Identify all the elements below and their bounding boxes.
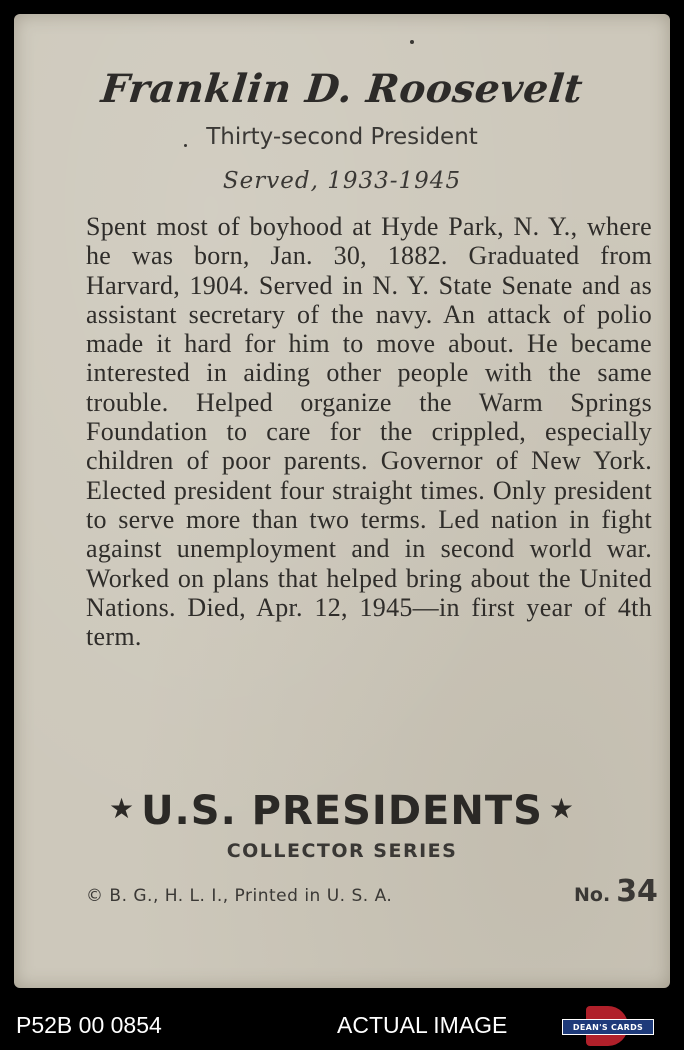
trading-card-back xyxy=(14,14,670,988)
actual-image-label: ACTUAL IMAGE xyxy=(337,1012,508,1038)
president-name: Franklin D. Roosevelt xyxy=(98,66,586,112)
series-title-text: U.S. PRESIDENTS xyxy=(141,788,543,834)
card-number-label: No. xyxy=(574,884,611,906)
series-subtitle: COLLECTOR SERIES xyxy=(226,840,458,862)
term-served: Served, 1933-1945 xyxy=(222,168,462,194)
logo-banner-text: DEAN'S CARDS xyxy=(562,1019,654,1035)
image-footer-bar xyxy=(0,1002,684,1050)
biography-text: Spent most of boyhood at Hyde Park, N. Y., where he was born, Jan. 30, 1882. Graduated from Harvard, 1904. Served in N. Y. State Senate and as assistant secretary of the navy. An attack of polio made it hard for him to move about. He became interested in aiding other people with the same trouble. Helped organize the Warm Springs Foundation to care for the crippled, especially children of poor parents. Governor of New York. Elected president four straight times. Only president to serve more than two terms. Led nation in fight against unemployment and in second world war. Worked on plans that helped bring about the United Nations. Died, Apr. 12, 1945—in first year of 4th term. xyxy=(86,212,652,652)
president-ordinal: Thirty-second President xyxy=(206,124,478,150)
certificate-number: P52B 00 0854 xyxy=(16,1012,162,1038)
series-title xyxy=(14,788,670,834)
copyright-line: © B. G., H. L. I., Printed in U. S. A. xyxy=(86,886,393,906)
card-number xyxy=(574,874,658,909)
star-icon: ★ xyxy=(548,792,576,825)
deans-cards-logo xyxy=(562,1006,658,1046)
print-speck xyxy=(410,40,414,44)
card-number-value: 34 xyxy=(616,874,658,909)
star-icon: ★ xyxy=(108,792,136,825)
